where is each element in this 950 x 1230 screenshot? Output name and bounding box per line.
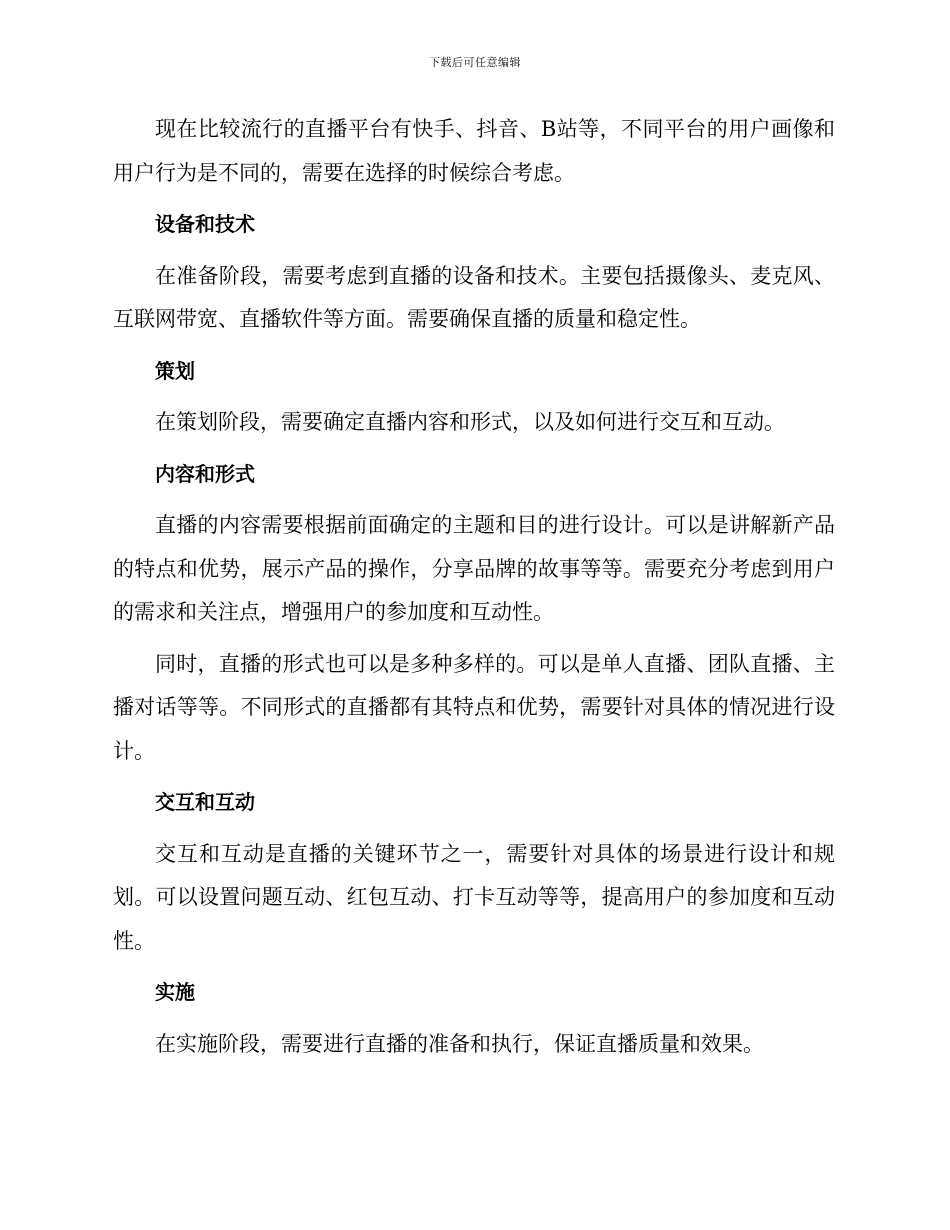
paragraph-planning: 在策划阶段，需要确定直播内容和形式，以及如何进行交互和互动。 xyxy=(155,410,785,434)
heading-planning: 策划 xyxy=(155,358,195,383)
paragraph-content: 直播的内容需要根据前面确定的主题和目的进行设计。可以是讲解新产品的特点和优势，展示产品的操作，分享品牌的故事等等。需要充分考虑到用户的需求和关注点，增强用户的参加度和互动性。 xyxy=(113,513,835,624)
heading-content-format: 内容和形式 xyxy=(155,461,255,486)
page-header: 下载后可任意编辑 xyxy=(429,56,521,69)
paragraph-implementation: 在实施阶段，需要进行直播的准备和执行，保证直播质量和效果。 xyxy=(155,1031,764,1056)
heading-interaction: 交互和互动 xyxy=(155,790,255,814)
document-body xyxy=(113,108,835,1074)
heading-equipment-technology: 设备和技术 xyxy=(155,212,255,236)
heading-implementation: 实施 xyxy=(155,980,195,1004)
paragraph-platforms: 现在比较流行的直播平台有快手、抖音、B站等，不同平台的用户画像和用户行为是不同的，需要在选择的时候综合考虑。 xyxy=(113,117,835,185)
paragraph-interaction: 交互和互动是直播的关键环节之一，需要针对具体的场景进行设计和规划。可以设置问题互动、红包互动、打卡互动等等，提高用户的参加度和互动性。 xyxy=(113,841,835,953)
paragraph-format: 同时，直播的形式也可以是多种多样的。可以是单人直播、团队直播、主播对话等等。不同形式的直播都有其特点和优势，需要针对具体的情况进行设计。 xyxy=(113,651,835,763)
paragraph-equipment-technology: 在准备阶段，需要考虑到直播的设备和技术。主要包括摄像头、麦克风、互联网带宽、直播软件等方面。需要确保直播的质量和稳定性。 xyxy=(113,263,835,331)
